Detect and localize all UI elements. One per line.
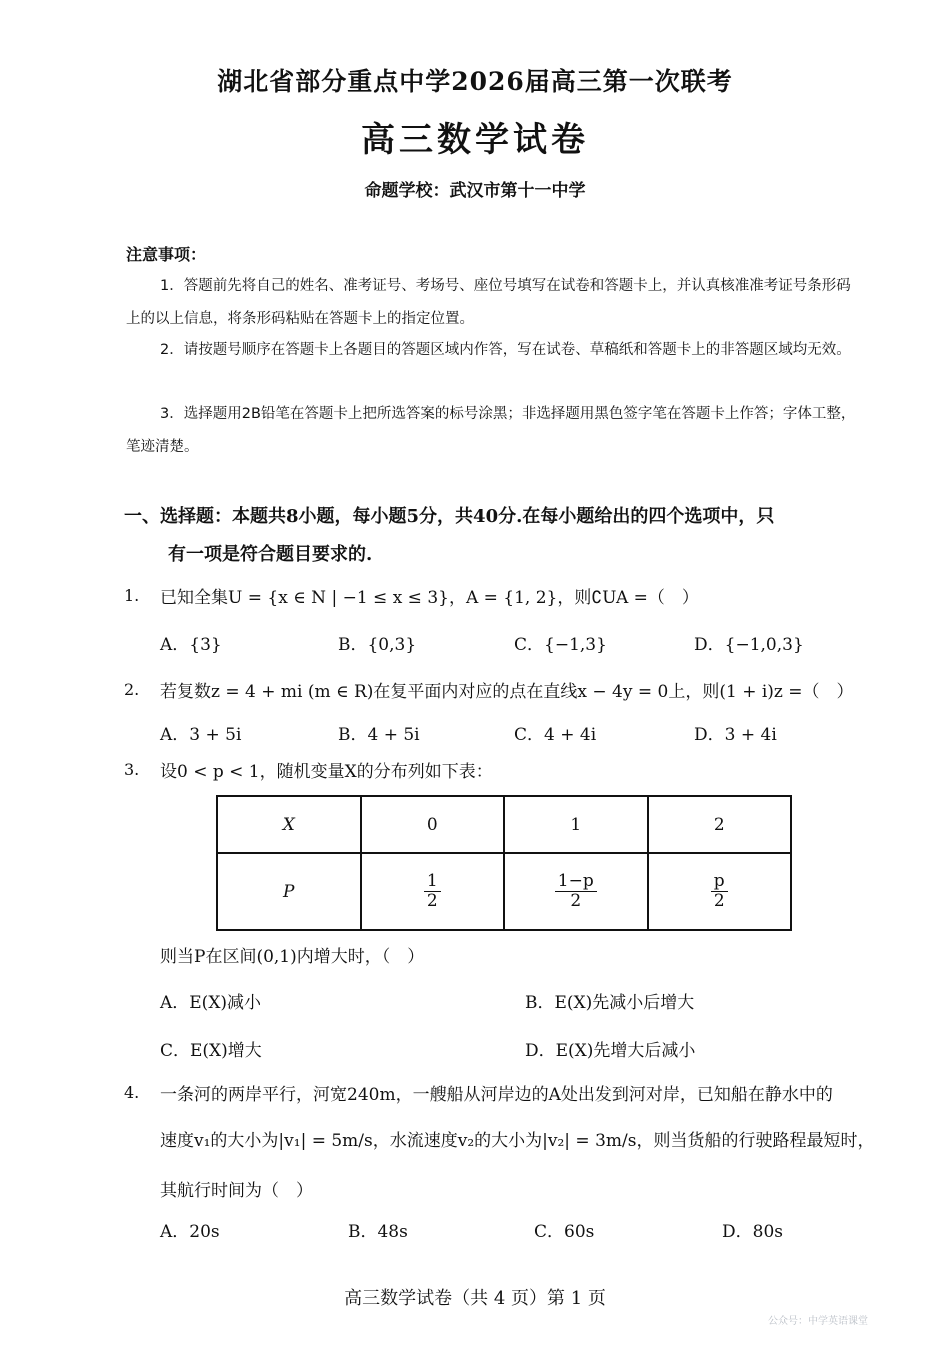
- distribution-table: [216, 795, 792, 931]
- q3-stem-2: 则当P在区间(0,1)内增大时，（ ）: [160, 947, 425, 967]
- q4-line-3: 其航行时间为（ ）: [160, 1181, 313, 1201]
- q1-number: 1.: [124, 586, 140, 605]
- q1-stem: 已知全集U = {x ∈ N | −1 ≤ x ≤ 3}，A = {1, 2}，则∁UA =（ ）: [160, 588, 699, 608]
- q2-option-d: D．3 + 4i: [694, 725, 777, 745]
- q3-option-d: D．E(X)先增大后减小: [525, 1041, 696, 1061]
- q2-option-a: A．3 + 5i: [160, 725, 242, 745]
- q3-option-b: B．E(X)先减小后增大: [525, 993, 695, 1013]
- q1-option-a: A．{3}: [160, 635, 222, 655]
- exam-name: 湖北省部分重点中学2026届高三第一次联考: [217, 67, 733, 96]
- section-heading-line1: 一、选择题：本题共8小题，每小题5分，共40分.在每小题给出的四个选项中，只: [124, 506, 775, 527]
- watermark: 公众号：中学英语课堂: [768, 1316, 868, 1327]
- author-school: 命题学校：武汉市第十一中学: [364, 181, 586, 201]
- q4-option-a: A．20s: [160, 1222, 220, 1242]
- q2-option-c: C．4 + 4i: [514, 725, 597, 745]
- page-footer: 高三数学试卷（共 4 页）第 1 页: [344, 1288, 606, 1309]
- table-cell-prob-1: $\frac{1-p}{2}$: [504, 853, 648, 930]
- q1-option-d: D．{−1,0,3}: [694, 635, 804, 655]
- table-cell-p: P: [217, 853, 361, 930]
- q1-option-c: C．{−1,3}: [514, 635, 607, 655]
- q4-line-2: 速度v₁的大小为|v₁| = 5m/s，水流速度v₂的大小为|v₂| = 3m/s，则当货船的行驶路程最短时，: [160, 1131, 875, 1151]
- q2-option-b: B．4 + 5i: [338, 725, 420, 745]
- q3-stem: 设0 < p < 1，随机变量X的分布列如下表：: [160, 762, 493, 782]
- note-2: 2．请按题号顺序在答题卡上各题目的答题区域内作答，写在试卷、草稿纸和答题卡上的非答题区域均无效。: [160, 342, 851, 358]
- q4-option-b: B．48s: [348, 1222, 408, 1242]
- q4-option-d: D．80s: [722, 1222, 783, 1242]
- q3-number: 3.: [124, 760, 140, 779]
- table-cell-0: 0: [361, 796, 505, 853]
- q2-stem: 若复数z = 4 + mi (m ∈ R)在复平面内对应的点在直线x − 4y = 0上，则(1 + i)z =（ ）: [160, 682, 854, 702]
- q3-option-a: A．E(X)减小: [160, 993, 262, 1013]
- table-cell-prob-2: $\frac{p}{2}$: [648, 853, 792, 930]
- paper-title: 高三数学试卷: [361, 120, 589, 160]
- section-heading: [124, 498, 874, 574]
- table-cell-1: 1: [504, 796, 648, 853]
- q4-number: 4.: [124, 1083, 140, 1102]
- note-3: 3．选择题用2B铅笔在答题卡上把所选答案的标号涂黑；非选择题用黑色签字笔在答题卡上作答；字体工整，笔迹清楚。: [126, 406, 856, 455]
- notes-title: 注意事项：: [126, 245, 207, 264]
- section-heading-line2: 有一项是符合题目要求的.: [168, 544, 373, 565]
- q1-option-b: B．{0,3}: [338, 635, 417, 655]
- note-1: 1．答题前先将自己的姓名、准考证号、考场号、座位号填写在试卷和答题卡上，并认真核准准考证号条形码上的以上信息，将条形码粘贴在答题卡上的指定位置。: [126, 278, 851, 327]
- q3-option-c: C．E(X)增大: [160, 1041, 262, 1061]
- q2-number: 2.: [124, 680, 140, 699]
- q4-line-1: 一条河的两岸平行，河宽240m，一艘船从河岸边的A处出发到河对岸，已知船在静水中的: [160, 1085, 833, 1105]
- table-cell-prob-0: $\frac{1}{2}$: [361, 853, 505, 930]
- q4-option-c: C．60s: [534, 1222, 595, 1242]
- table-cell-x: X: [217, 796, 361, 853]
- table-cell-2: 2: [648, 796, 792, 853]
